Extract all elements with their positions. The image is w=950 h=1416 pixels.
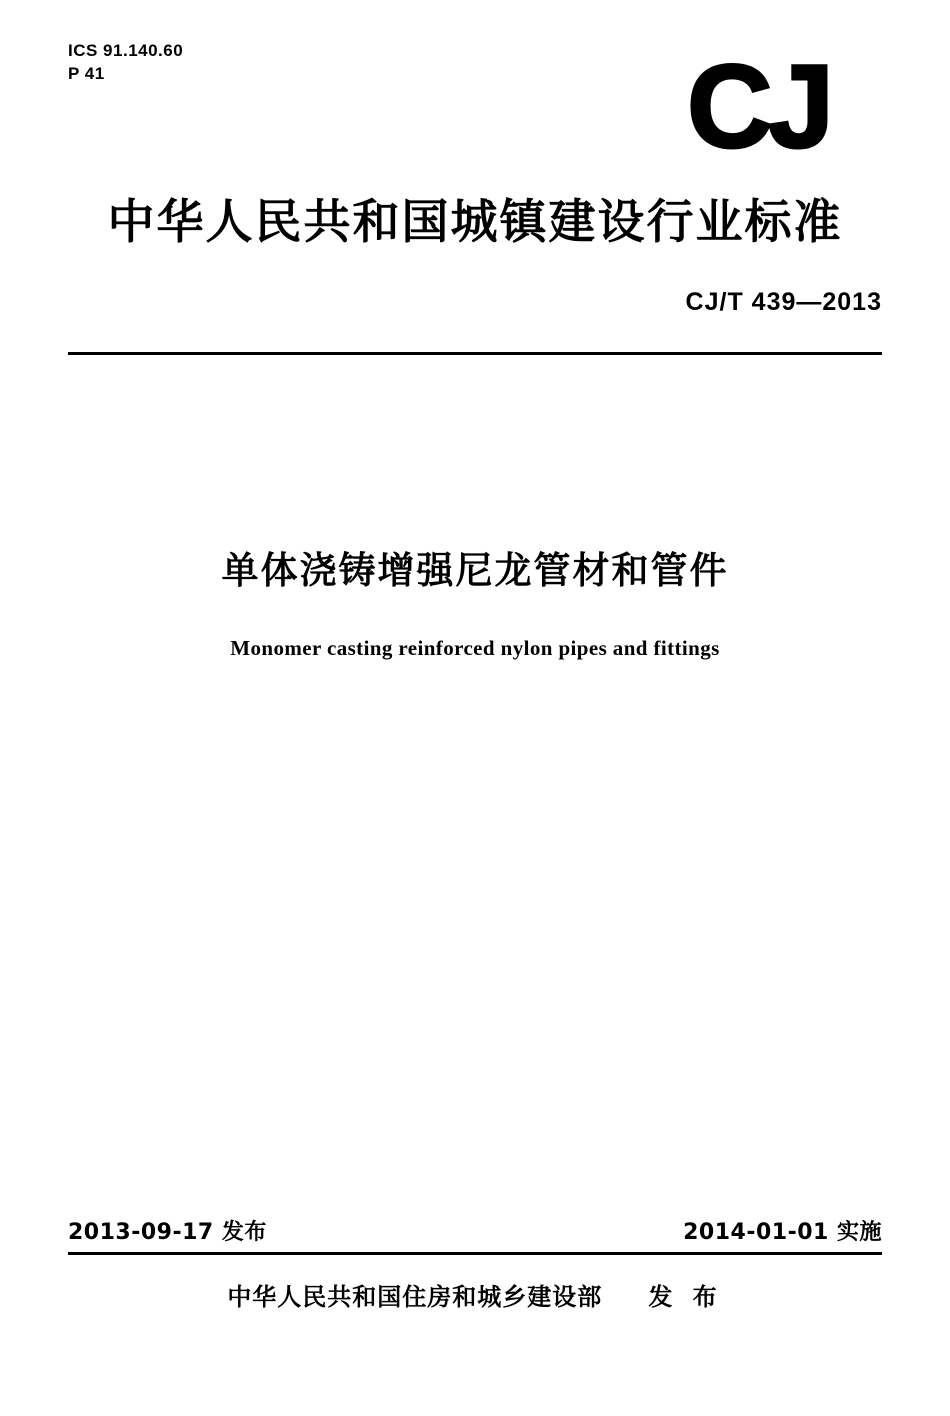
- classification-code: P 41: [68, 63, 105, 83]
- standard-number: CJ/T 439—2013: [685, 288, 882, 316]
- implementation-date: 2014-01-01 实施: [683, 1220, 882, 1245]
- publish-word: 发 布: [648, 1283, 723, 1311]
- document-title-chinese: 单体浇铸增强尼龙管材和管件: [221, 549, 729, 592]
- footer-divider: [68, 1252, 882, 1255]
- footer-dates: [68, 1215, 882, 1246]
- header-divider: [68, 352, 882, 355]
- document-title-english: Monomer casting reinforced nylon pipes and fittings: [230, 636, 720, 660]
- issuer-name: 中华人民共和国住房和城乡建设部: [227, 1283, 603, 1311]
- ics-block: [68, 40, 183, 86]
- issuer-line: [0, 1277, 950, 1312]
- ics-code: ICS 91.140.60: [68, 41, 184, 60]
- cj-logo: CJ: [687, 41, 830, 173]
- standard-series-title: 中华人民共和国城镇建设行业标准: [107, 195, 843, 250]
- issue-date: 2013-09-17 发布: [68, 1220, 267, 1245]
